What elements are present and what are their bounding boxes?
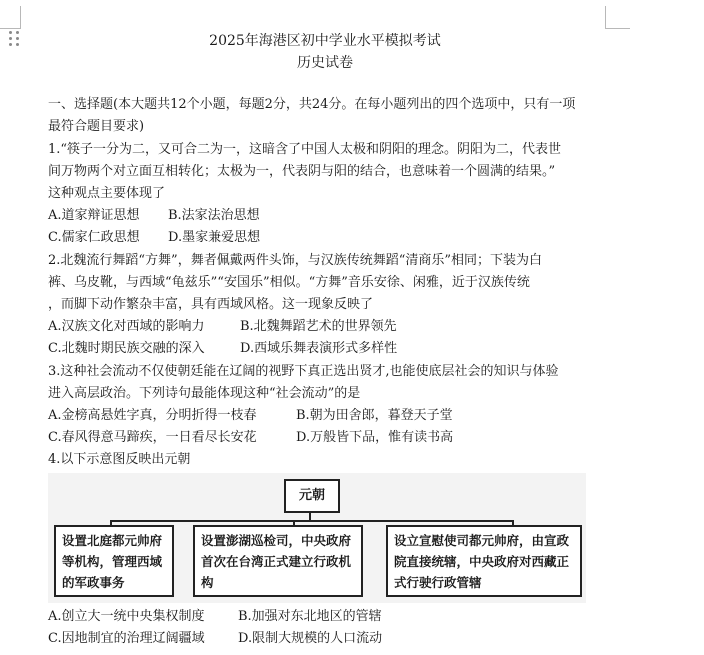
q2-option-c: C.北魏时期民族交融的深入 [48, 341, 205, 356]
q4-option-a: A.创立大一统中央集权制度 [48, 609, 205, 624]
q4-stem-line: 4.以下示意图反映出元朝 [48, 452, 191, 467]
q2-option-b: B.北魏舞蹈艺术的世界领先 [240, 319, 397, 334]
q3-option-c: C.春风得意马蹄疾，一日看尽长安花 [48, 430, 257, 445]
q2-stem-line: 2.北魏流行舞蹈“方舞”，舞者佩戴两件头饰，与汉族传统舞蹈“清商乐”相同；下装为白 [48, 253, 542, 268]
q3-stem-line: 3.这种社会流动不仅使朝廷能在辽阔的视野下真正选出贤才,也能使底层社会的知识与体验 [48, 364, 559, 379]
q4-option-b: B.加强对东北地区的管辖 [238, 609, 382, 624]
section-heading-cont: 最符合题目要求) [48, 119, 145, 134]
q3-option-d: D.万般皆下品，惟有读书高 [296, 430, 454, 445]
q4-option-d: D.限制大规模的人口流动 [238, 631, 383, 646]
q1-stem-line: 间万物两个对立面互相转化；太极为一，代表阴与阳的结合，也意味着一个圆满的结果。” [48, 164, 556, 179]
page-corner-mark-left [0, 6, 21, 29]
diagram-connector [110, 520, 514, 522]
yuan-dynasty-diagram [48, 473, 586, 603]
q1-option-c: C.儒家仁政思想 [48, 230, 140, 245]
q1-option-d: D.墨家兼爱思想 [168, 230, 261, 245]
diagram-box-tibet: 设立宣慰使司都元帅府，由宣政院直接统辖，中央政府对西藏正式行驶行政管辖 [386, 525, 582, 597]
q3-option-a: A.金榜高悬姓字真，分明折得一枝春 [48, 408, 257, 423]
q4-option-c: C.因地制宜的治理辽阔疆域 [48, 631, 205, 646]
q1-option-b: B.法家法治思想 [168, 208, 260, 223]
section-heading: 一、选择题(本大题共12个小题，每题2分，共24分。在每小题列出的四个选项中，只有一项 [48, 97, 576, 112]
q1-stem-line: 1.“筷子一分为二，又可合二为一，这暗含了中国人太极和阴阳的理念。阴阳为二，代表世 [48, 142, 562, 157]
q3-option-b: B.朝为田舍郎，暮登天子堂 [296, 408, 453, 423]
exam-title: 2025年海港区初中学业水平模拟考试 [209, 33, 441, 49]
diagram-box-west: 设置北庭都元帅府等机构，管理西域的军政事务 [54, 525, 174, 597]
exam-subject: 历史试卷 [297, 55, 353, 71]
q2-option-d: D.西域乐舞表演形式多样性 [240, 341, 398, 356]
q3-stem-line: 进入高层政治。下列诗句最能体现这种“社会流动”的是 [48, 386, 361, 401]
diagram-root-box: 元朝 [284, 479, 340, 513]
page-corner-mark-right [605, 6, 630, 29]
q1-stem-line: 这种观点主要体现了 [48, 186, 166, 201]
q2-stem-line: 裤、乌皮靴，与西域“龟兹乐”“安国乐”相似。“方舞”音乐安徐、闲雅，近于汉族传统 [48, 275, 530, 290]
q2-stem-line: ，而脚下动作繁杂丰富，具有西域风格。这一现象反映了 [48, 297, 374, 312]
q2-option-a: A.汉族文化对西域的影响力 [48, 319, 205, 334]
diagram-box-taiwan: 设置澎湖巡检司，中央政府首次在台湾正式建立行政机构 [193, 525, 363, 597]
q1-option-a: A.道家辩证思想 [48, 208, 140, 223]
